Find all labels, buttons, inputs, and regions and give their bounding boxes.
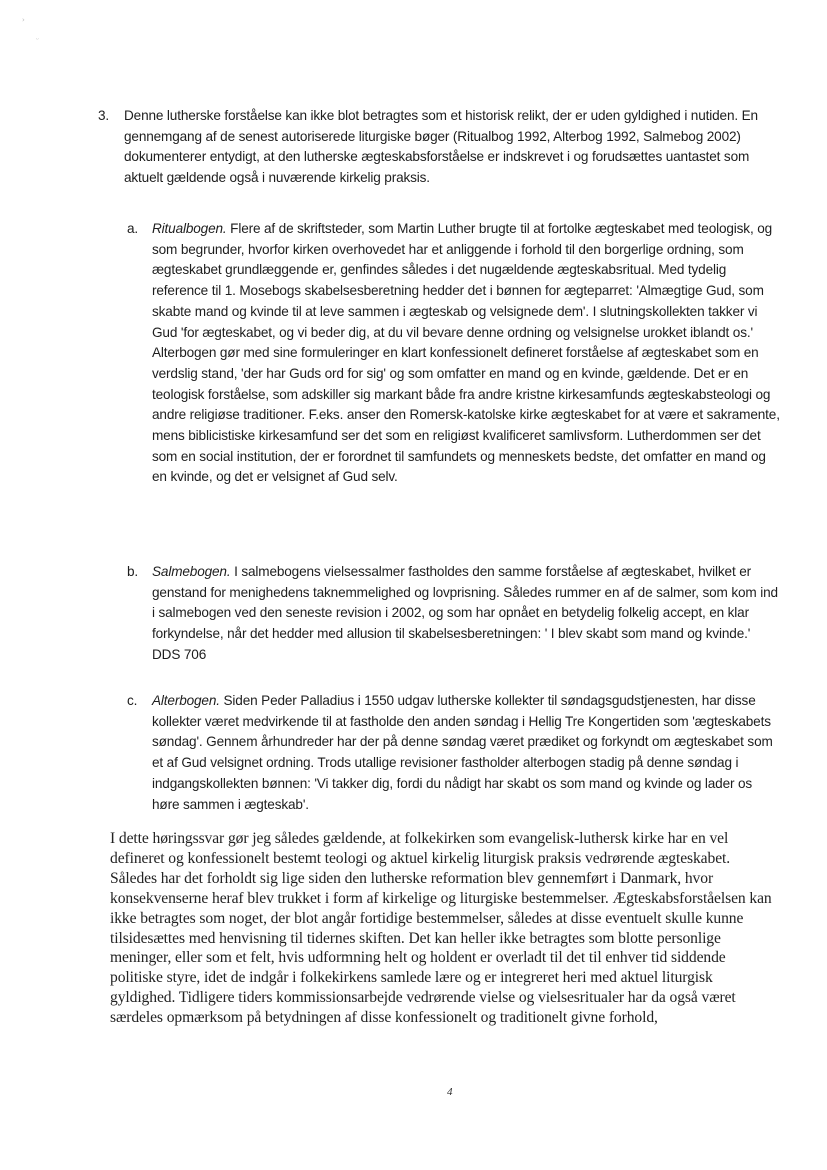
text-ritualbogen: Flere af de skriftsteder, som Martin Luther brugte til at fortolke ægteskabet med teologisk, og som begrunder, hvorfor kirken overhovedet har et anliggende i forhold til den borgerlige ordning, som ægteskabet grundlæggende er, genfindes således i det nugældende ægteskabsritual. Med tydelig reference til 1. Mosebogs skabelsesberetning hedder det i bønnen for ægteparret: 'Almægtige Gud, som skabte mand og kvinde til at leve sammen i ægteskab og velsignede dem'. I slutningskollekten takker vi Gud 'for ægteskabet, og vi beder dig, at du vil bevare denne ordning og velsignelse urokket iblandt os.' Alterbogen gør med sine formuleringer en klart konfessionelt defineret forståelse af ægteskabet som en verdslig stand, 'der har Guds ord for sig' og som omfatter en mand og en kvinde, gældende. Det er en teologisk forståelse, som adskiller sig markant både fra andre kristne kirkesamfunds ægteskabsteologi og andre religiøse traditioner. F.eks. anser den Romersk-katolske kirke ægteskabet for at være et sakramente, mens biblicistiske kirkesamfund ser det som en religiøst kvalificeret samlivsform. Lutherdommen ser det som en social institution, der er forordnet til samfundets og menneskets bedste, det omfatter en mand og en kvinde, og det er velsignet af Gud selv. bbox=[152, 221, 780, 485]
lead-salmebogen: Salmebogen. bbox=[152, 564, 231, 579]
lead-alterbogen: Alterbogen. bbox=[152, 693, 220, 708]
conclusion-paragraph: I dette høringssvar gør jeg således gældende, at folkekirken som evangelisk-luthersk kirke har en vel defineret og konfessionelt bestemt teologi og aktuel kirkelig liturgisk praksis vedrørende ægteskabet. Således har det forholdt sig lige siden den lutherske reformation blev gennemført i Danmark, hvor konsekvenserne heraf blev trukket i form af kirkelige og liturgiske bestemmelser. Ægteskabsforståelsen kan ikke betragtes som noget, der blot angår fortidige bestemmelser, således at disse eventuelt skulle kunne tilsidesættes med henvisning til tidernes skiften. Det kan heller ikke betragtes som blotte personlige meninger, eller som et felt, hvis udformning helt og holdent er overladt til det til enhver tid siddende politiske styre, idet de indgår i folkekirkens samlede lære og er integreret heri med aktuel liturgisk gyldighed. Tidligere tiders kommissionsarbejde vedrørende vielse og vielsesritualer har da også været særdeles opmærksom på betydningen af disse konfessionelt og traditionelt givne forhold, bbox=[110, 830, 772, 1027]
text-salmebogen: I salmebogens vielsessalmer fastholdes den samme forståelse af ægteskabet, hvilket er genstand for menighedens taknemmelighed og lovprisning. Således rummer en af de salmer, som kom ind i salmebogen ved den seneste revision i 2002, og som har opnået en betydelig folkelig accept, en klar forkyndelse, når det hedder med allusion til skabelsesberetningen: ' I blev skabt som mand og kvinde.' DDS 706 bbox=[152, 564, 778, 662]
list-number: 3. bbox=[98, 108, 110, 123]
paragraph-alterbogen bbox=[152, 691, 782, 815]
paragraph-item-3: Denne lutherske forståelse kan ikke blot betragtes som et historisk relikt, der er uden gyldighed i nutiden. En gennemgang af de senest autoriserede liturgiske bøger (Ritualbog 1992, Alterbog 1992, Salmebog 2002) dokumenterer entydigt, at den lutherske ægteskabsforståelse er indskrevet i og forudsættes uantastet som aktuelt gældende også i nuværende kirkelig praksis. bbox=[124, 108, 758, 186]
text-alterbogen: Siden Peder Palladius i 1550 udgav lutherske kollekter til søndagsgudstjenesten, har disse kollekter været medvirkende til at fastholde den anden søndag i Hellig Tre Kongertiden som 'ægteskabets søndag'. Gennem århundreder har der på denne søndag været prædiket og forkyndt om ægteskabet som et af Gud velsignet ordning. Trods utallige revisioner fastholder alterbogen stadig på denne søndag i indgangskollekten bønnen: 'Vi takker dig, fordi du nådigt har skabt os som mand og kvinde og lader os høre sammen i ægteskab'. bbox=[152, 693, 773, 812]
sub-label-c: c. bbox=[127, 693, 138, 708]
margin-mark: › bbox=[22, 16, 25, 24]
margin-mark: ᵕ bbox=[36, 36, 39, 44]
lead-ritualbogen: Ritualbogen. bbox=[152, 221, 227, 236]
page-number: 4 bbox=[447, 1086, 453, 1098]
paragraph-ritualbogen bbox=[152, 219, 782, 488]
paragraph-salmebogen bbox=[152, 562, 782, 666]
sub-label-a: a. bbox=[127, 221, 139, 236]
sub-label-b: b. bbox=[127, 564, 139, 579]
